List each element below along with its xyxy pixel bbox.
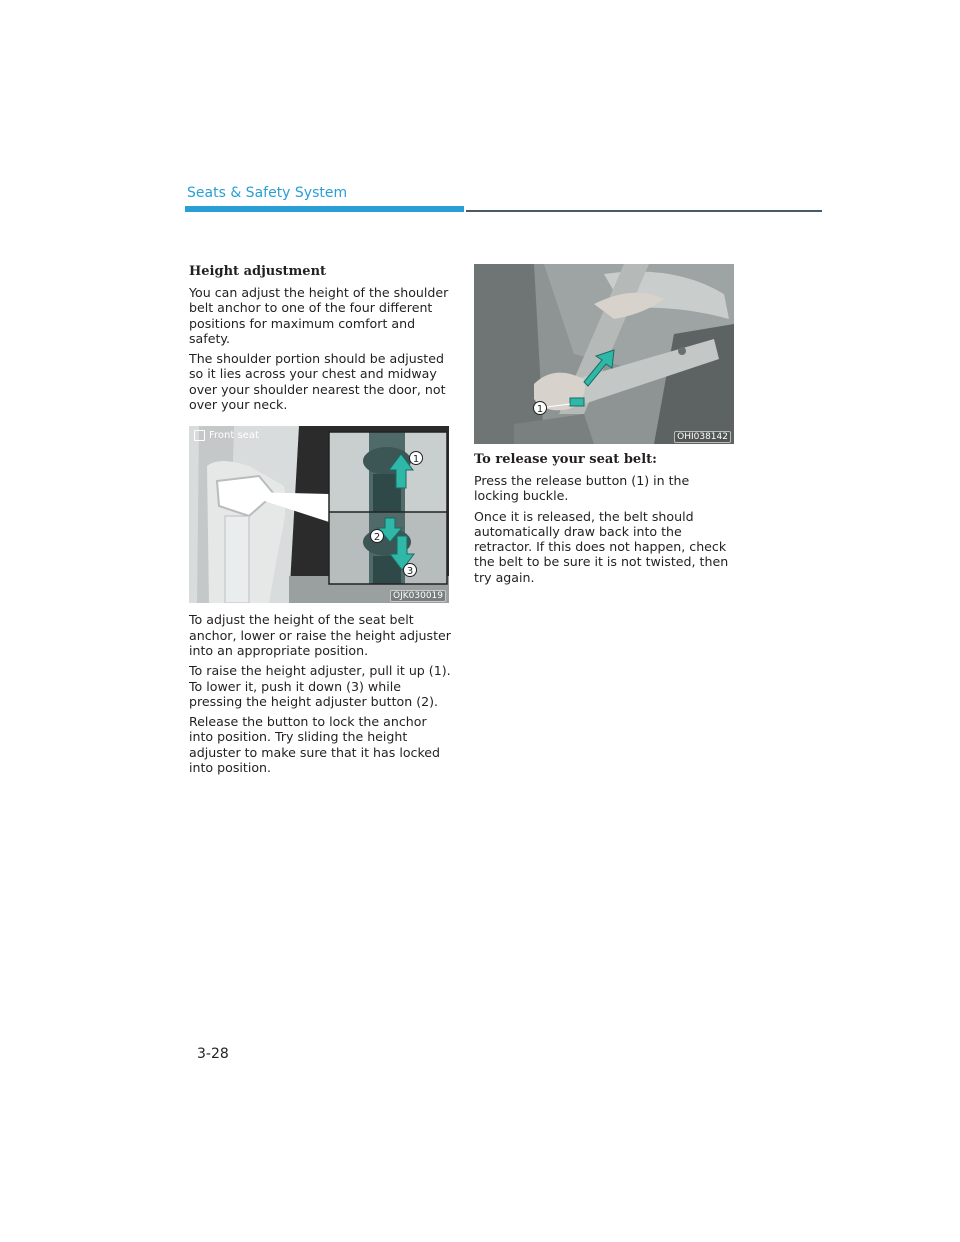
paragraph: Once it is released, the belt should automatically draw back into the retractor. If this does not happen, check the belt to be sure it is not twisted, then try again. [474, 508, 729, 585]
callout-1: 1 [536, 404, 544, 415]
page-number: 3-28 [197, 1046, 229, 1062]
right-column [474, 264, 736, 590]
section-title: Seats & Safety System [187, 185, 348, 201]
seat-belt-release-figure [474, 264, 734, 444]
figure-code: OJK030019 [390, 590, 446, 602]
figure-code: OHI038142 [674, 431, 731, 443]
seat-belt-release-illustration [474, 264, 734, 444]
header-accent-bar [185, 206, 464, 212]
paragraph: The shoulder portion should be adjusted so it lies across your chest and midway over your shoulder nearest the door, not over your neck. [189, 351, 446, 413]
release-seat-belt-heading: To release your seat belt: [474, 452, 657, 467]
paragraph: Press the release button (1) in the locking buckle. [474, 473, 690, 504]
height-adjuster-illustration [189, 426, 449, 603]
height-adjustment-heading: Height adjustment [189, 264, 327, 279]
paragraph: You can adjust the height of the shoulder belt anchor to one of the four different positions for maximum comfort and safety. [189, 285, 449, 346]
callout-3: 3 [406, 566, 414, 578]
callout-2: 2 [373, 532, 381, 544]
height-adjuster-figure [189, 426, 449, 603]
figure-caption: Front seat [209, 430, 259, 442]
callout-1: 1 [412, 454, 420, 466]
paragraph: Release the button to lock the anchor into position. Try sliding the height adjuster to make sure that it has locked into position. [189, 714, 441, 776]
paragraph: To raise the height adjuster, pull it up (1). To lower it, push it down (3) while pressing the height adjuster button (2). [189, 663, 451, 709]
left-column [189, 264, 451, 780]
square-bullet-icon [194, 430, 205, 441]
paragraph: To adjust the height of the seat belt anchor, lower or raise the height adjuster into an appropriate position. [189, 612, 451, 658]
figure-caption-group [194, 430, 259, 441]
header-rule [466, 210, 822, 212]
